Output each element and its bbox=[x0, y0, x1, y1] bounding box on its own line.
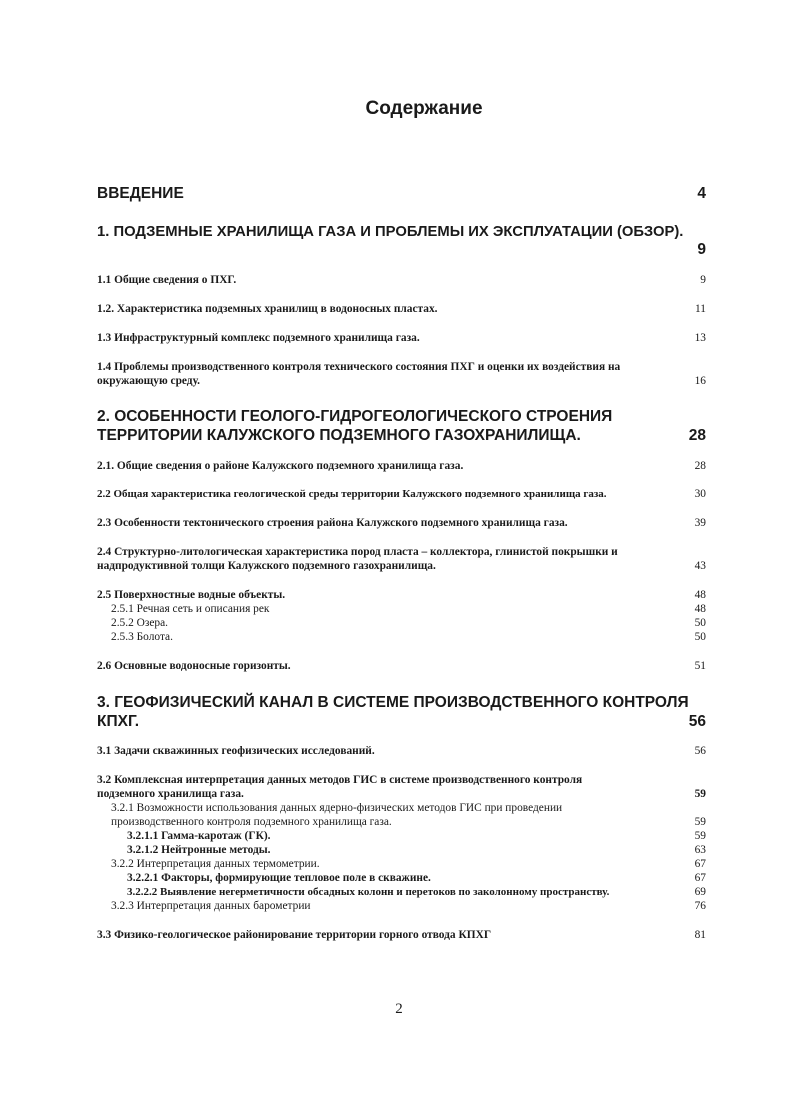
toc-section-2-4-line2: надпродуктивной толщи Калужского подземного газохранилища. bbox=[97, 560, 436, 572]
toc-section-2-4-page: 43 bbox=[694, 560, 706, 572]
toc-section-2-5-page: 48 bbox=[694, 589, 706, 601]
toc-section-3-2-3[interactable]: 3.2.3 Интерпретация данных барометрии bbox=[111, 900, 311, 912]
toc-section-2-6-page: 51 bbox=[694, 660, 706, 672]
toc-section-2-5[interactable]: 2.5 Поверхностные водные объекты. bbox=[97, 589, 286, 601]
toc-section-2-5-3[interactable]: 2.5.3 Болота. bbox=[111, 631, 173, 643]
toc-chapter-3[interactable]: 3. ГЕОФИЗИЧЕСКИЙ КАНАЛ В СИСТЕМЕ ПРОИЗВОДСТВЕННОГО КОНТРОЛЯ bbox=[97, 694, 689, 711]
toc-section-2-5-1-page: 48 bbox=[694, 603, 706, 615]
toc-chapter-3-page: 56 bbox=[688, 713, 706, 730]
toc-section-2-5-3-page: 50 bbox=[694, 631, 706, 643]
toc-section-3-2-1-1[interactable]: 3.2.1.1 Гамма-каротаж (ГК). bbox=[127, 830, 271, 842]
toc-section-3-2-1-1-page: 59 bbox=[694, 830, 706, 842]
toc-section-3-3-page: 81 bbox=[694, 929, 706, 941]
toc-section-2-5-2[interactable]: 2.5.2 Озера. bbox=[111, 617, 169, 629]
toc-section-3-2-page: 59 bbox=[694, 788, 706, 800]
toc-section-1-4-line2: окружающую среду. bbox=[97, 375, 200, 387]
toc-section-1-1-page: 9 bbox=[700, 274, 706, 286]
toc-section-2-3[interactable]: 2.3 Особенности тектонического строения района Калужского подземного хранилища газа. bbox=[97, 517, 568, 529]
toc-section-3-2[interactable]: 3.2 Комплексная интерпретация данных методов ГИС в системе производственного контроля bbox=[97, 774, 583, 786]
toc-section-2-1[interactable]: 2.1. Общие сведения о районе Калужского подземного хранилища газа. bbox=[97, 460, 464, 472]
toc-section-2-4[interactable]: 2.4 Структурно-литологическая характеристика пород пласта – коллектора, глинистой покрышки и bbox=[97, 546, 618, 558]
toc-section-3-2-1-2-page: 63 bbox=[694, 844, 706, 856]
toc-section-3-2-1-2[interactable]: 3.2.1.2 Нейтронные методы. bbox=[127, 844, 271, 856]
toc-section-1-2-page: 11 bbox=[695, 303, 706, 315]
toc-section-1-3-page: 13 bbox=[694, 332, 706, 344]
toc-chapter-3-line2: КПХГ. bbox=[97, 713, 140, 730]
toc-section-2-5-1[interactable]: 2.5.1 Речная сеть и описания рек bbox=[111, 603, 270, 615]
toc-section-1-4[interactable]: 1.4 Проблемы производственного контроля технического состояния ПХГ и оценки их воздействия на bbox=[97, 361, 621, 373]
toc-section-3-2-2-1-page: 67 bbox=[694, 872, 706, 884]
toc-section-1-1[interactable]: 1.1 Общие сведения о ПХГ. bbox=[97, 274, 237, 286]
toc-section-1-4-page: 16 bbox=[694, 375, 706, 387]
toc-section-3-1-page: 56 bbox=[694, 745, 706, 757]
toc-section-2-2-page: 30 bbox=[694, 488, 706, 500]
toc-section-2-2[interactable]: 2.2 Общая характеристика геологической среды территории Калужского подземного хранилища газа. bbox=[97, 488, 607, 500]
toc-section-1-3[interactable]: 1.3 Инфраструктурный комплекс подземного хранилища газа. bbox=[97, 332, 420, 344]
toc-section-3-2-2-1[interactable]: 3.2.2.1 Факторы, формирующие тепловое поле в скважине. bbox=[127, 872, 431, 884]
toc-section-2-6[interactable]: 2.6 Основные водоносные горизонты. bbox=[97, 660, 291, 672]
toc-chapter-2[interactable]: 2. ОСОБЕННОСТИ ГЕОЛОГО-ГИДРОГЕОЛОГИЧЕСКОГО СТРОЕНИЯ bbox=[97, 408, 613, 425]
toc-intro[interactable]: ВВЕДЕНИЕ bbox=[97, 185, 184, 202]
toc-chapter-2-line2: ТЕРРИТОРИИ КАЛУЖСКОГО ПОДЗЕМНОГО ГАЗОХРАНИЛИЩА. bbox=[97, 427, 581, 444]
toc-section-3-2-1[interactable]: 3.2.1 Возможности использования данных ядерно-физических методов ГИС при проведении bbox=[111, 802, 563, 814]
toc-section-3-2-1-line2: производственного контроля подземного хранилища газа. bbox=[111, 816, 392, 828]
toc-chapter-2-page: 28 bbox=[688, 427, 706, 444]
toc-chapter-1-page: 9 bbox=[697, 241, 706, 258]
toc-section-3-2-line2: подземного хранилища газа. bbox=[97, 788, 244, 800]
toc-section-2-5-2-page: 50 bbox=[694, 617, 706, 629]
toc-section-3-2-2-page: 67 bbox=[694, 858, 706, 870]
toc-section-2-3-page: 39 bbox=[694, 517, 706, 529]
toc-section-2-1-page: 28 bbox=[694, 460, 706, 472]
toc-section-3-2-2-2[interactable]: 3.2.2.2 Выявление негерметичности обсадных колонн и перетоков по заколонному пространству. bbox=[127, 886, 610, 898]
toc-section-3-2-2[interactable]: 3.2.2 Интерпретация данных термометрии. bbox=[111, 858, 320, 870]
page-title: Содержание bbox=[365, 98, 483, 119]
toc-section-3-2-1-page: 59 bbox=[694, 816, 706, 828]
toc-section-3-2-2-2-page: 69 bbox=[694, 886, 706, 898]
toc-section-3-2-3-page: 76 bbox=[694, 900, 706, 912]
toc-intro-page: 4 bbox=[697, 185, 706, 202]
page-number: 2 bbox=[395, 1001, 403, 1017]
toc-section-1-2[interactable]: 1.2. Характеристика подземных хранилищ в водоносных пластах. bbox=[97, 303, 438, 315]
toc-section-3-3[interactable]: 3.3 Физико-геологическое районирование территории горного отвода КПХГ bbox=[97, 929, 492, 941]
toc-section-3-1[interactable]: 3.1 Задачи скважинных геофизических исследований. bbox=[97, 745, 375, 757]
toc-chapter-1[interactable]: 1. ПОДЗЕМНЫЕ ХРАНИЛИЩА ГАЗА И ПРОБЛЕМЫ ИХ ЭКСПЛУАТАЦИИ (ОБЗОР). bbox=[97, 224, 684, 240]
